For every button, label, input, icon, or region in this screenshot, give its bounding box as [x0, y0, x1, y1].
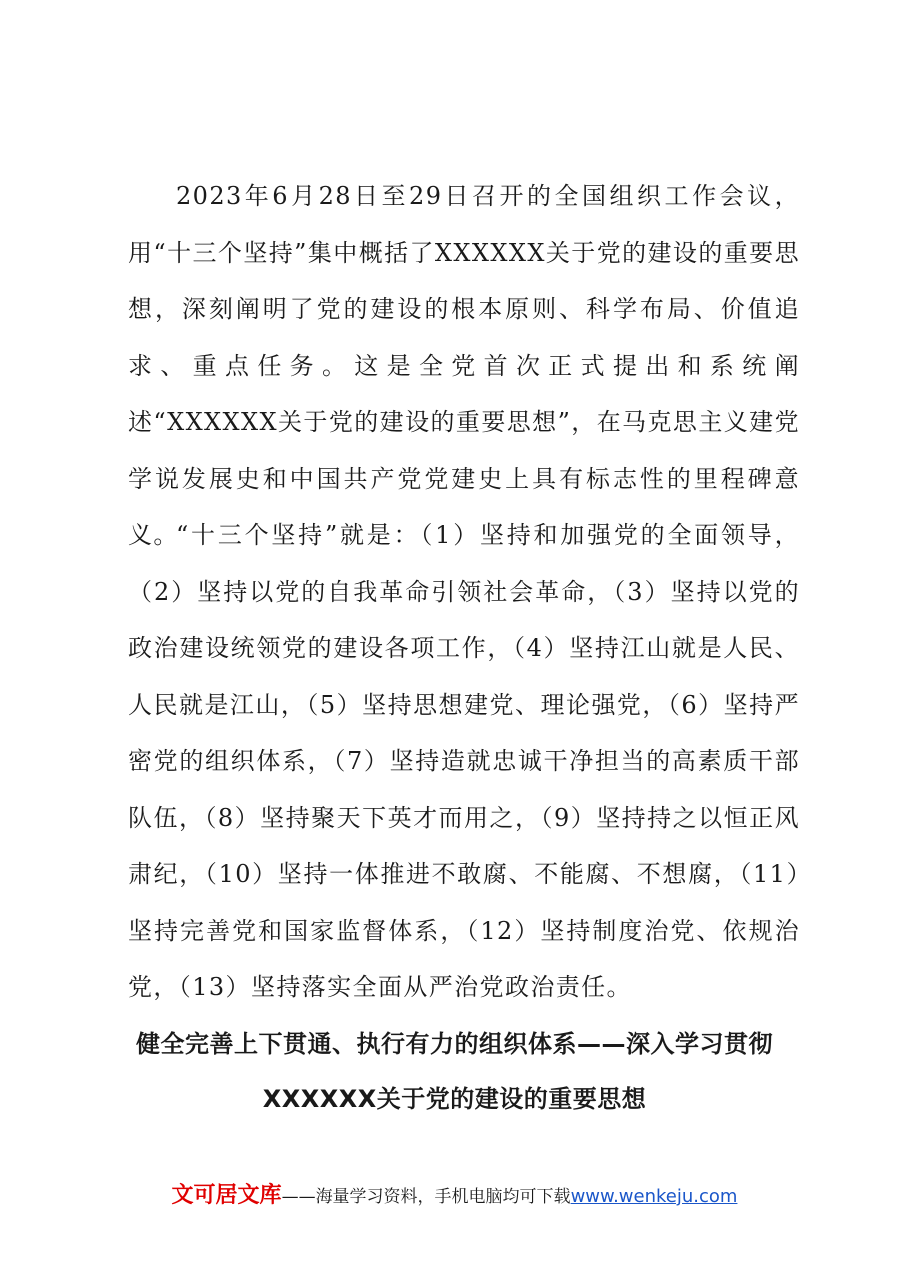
- body-paragraph-intro: 2023年6月28日至29日召开的全国组织工作会议，用“十三个坚持”集中概括了XXXXXX关于党的建设的重要思想，深刻阐明了党的建设的根本原则、科学布局、价值追求、重点任务。这是全党首次正式提出和系统阐述“XXXXXX关于党的建设的重要思想”，在马克思主义建党学说发展史和中国共产党党建史上具有标志性的里程碑意义。: [128, 182, 800, 549]
- footer-brand-logo: 文可居文库: [171, 1183, 282, 1208]
- footer-banner: [0, 1178, 909, 1215]
- body-paragraph-thirteen-persistences: “十三个坚持”就是：（1）坚持和加强党的全面领导，（2）坚持以党的自我革命引领社会革命，（3）坚持以党的政治建设统领党的建设各项工作，（4）坚持江山就是人民、人民就是江山，（5）坚持思想建党、理论强党，（6）坚持严密党的组织体系，（7）坚持造就忠诚干净担当的高素质干部队伍，（8）坚持聚天下英才而用之，（9）坚持持之以恒正风肃纪，（10）坚持一体推进不敢腐、不能腐、不想腐，（11）坚持完善党和国家监督体系，（12）坚持制度治党、依规治党，（13）坚持落实全面从严治党政治责任。: [128, 521, 800, 1001]
- footer-tagline: ——海量学习资料，手机电脑均可下载: [281, 1187, 571, 1207]
- section-heading-line-2: XXXXXX关于党的建设的重要思想: [262, 1085, 647, 1113]
- section-heading-line-1: 健全完善上下贯通、执行有力的组织体系——深入学习贯彻: [136, 1030, 773, 1058]
- footer-website-link[interactable]: www.wenkeju.com: [570, 1186, 738, 1207]
